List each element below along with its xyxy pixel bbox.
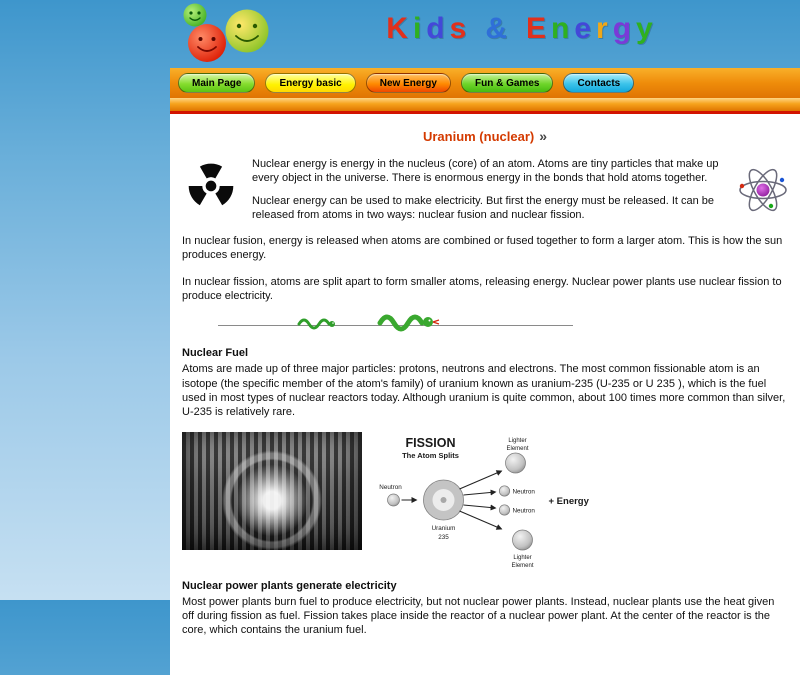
plants-heading: Nuclear power plants generate electricity bbox=[182, 579, 397, 592]
media-row bbox=[182, 432, 788, 570]
intro-section bbox=[182, 156, 788, 230]
title-letter-1: i bbox=[412, 12, 423, 45]
nav-new-energy-button[interactable]: New Energy bbox=[366, 73, 451, 93]
neutron-left-circle bbox=[388, 494, 400, 506]
split-arrow-top bbox=[460, 471, 502, 489]
lighter-top-circle bbox=[506, 453, 526, 473]
nav-main-page-button[interactable]: Main Page bbox=[178, 73, 255, 93]
radiation-icon bbox=[182, 156, 240, 214]
split-arrow-bottom bbox=[460, 511, 502, 529]
neutron-left-label: Neutron bbox=[379, 483, 402, 491]
neutron-mid2-label: Neutron bbox=[512, 507, 535, 515]
reactor-photo bbox=[182, 432, 362, 550]
fuel-heading: Nuclear Fuel bbox=[182, 347, 249, 360]
uranium-circle-dot bbox=[441, 497, 447, 503]
nav-orange-strip bbox=[170, 98, 800, 111]
title-letter-0: K bbox=[386, 12, 409, 45]
content-panel bbox=[170, 114, 800, 675]
lighter-bottom-label-1: Lighter bbox=[513, 554, 532, 561]
nav-energy-basic-button[interactable]: Energy basic bbox=[265, 73, 355, 93]
lighter-bottom-circle bbox=[513, 530, 533, 550]
page-container bbox=[170, 0, 800, 675]
radiation-symbol bbox=[182, 156, 240, 230]
next-page-arrow-icon[interactable]: » bbox=[539, 128, 548, 144]
snake-divider bbox=[182, 309, 788, 339]
fission-title: FISSION bbox=[405, 435, 456, 450]
neutron-mid1-label: Neutron bbox=[512, 488, 535, 496]
lighter-bottom-label-2: Element bbox=[511, 562, 534, 569]
fission-subtitle: The Atom Splits bbox=[402, 450, 459, 460]
intro-paragraph-1: Nuclear energy is energy in the nucleus (core) of an atom. Atoms are tiny particles that make up every object in the universe. There is enormous energy in the bonds that hold atoms together. bbox=[252, 158, 719, 185]
title-letter-10: y bbox=[636, 12, 654, 45]
plants-paragraph: Most power plants burn fuel to produce electricity, but not nuclear power plants. Instead, nuclear plants use the heat given off during fission as fuel. Fission takes place inside the reactor of a nuclear power plant. At the center of the reactor is the core, which contains the uranium fuel. bbox=[182, 595, 775, 637]
intro-text bbox=[252, 156, 726, 230]
lighter-top-label-1: Lighter bbox=[508, 437, 527, 444]
intro-paragraph-2: Nuclear energy can be used to make electricity. But first the energy must be released. It can be released from atoms in two ways: nuclear fusion and nuclear fission. bbox=[252, 194, 715, 221]
snake-icon bbox=[377, 311, 445, 333]
page-title bbox=[182, 128, 788, 144]
title-letter-4: & bbox=[485, 12, 508, 45]
page-title-text: Uranium (nuclear) bbox=[422, 129, 535, 144]
title-letter-2: d bbox=[426, 12, 446, 45]
title-letter-6: n bbox=[551, 12, 571, 45]
energy-label: + Energy bbox=[548, 495, 589, 507]
neutron-mid2-circle bbox=[499, 504, 509, 514]
atom-graphic bbox=[738, 156, 788, 230]
site-header bbox=[170, 0, 800, 68]
uranium-label-1: Uranium bbox=[431, 524, 456, 532]
title-letter-3: s bbox=[449, 12, 468, 45]
main-navigation bbox=[170, 68, 800, 98]
split-arrow-neutron2 bbox=[464, 505, 496, 508]
split-arrow-neutron1 bbox=[464, 492, 496, 495]
atom-icon bbox=[738, 162, 788, 218]
fuel-paragraph: Atoms are made up of three major particles: protons, neutrons and electrons. The most common fissionable atom is an isotope (the specific member of the atom's family) of uranium known as uranium-235 (U-235 or U 235 ), which is the fuel used in most types of nuclear reactors today. Although uranium is quite common, about 100 times more common than silver, U-235 is relatively rare. bbox=[182, 363, 786, 419]
uranium-label-2: 235 bbox=[438, 533, 449, 541]
lighter-top-label-2: Element bbox=[506, 445, 529, 452]
nav-fun-games-button[interactable]: Fun & Games bbox=[461, 73, 553, 93]
worm-icon bbox=[297, 316, 337, 332]
title-letter-5: E bbox=[525, 12, 547, 45]
fission-paragraph: In nuclear fission, atoms are split apart to form smaller atoms, releasing energy. Nuclear power plants use nuclear fission to produce electricity. bbox=[182, 275, 782, 303]
nav-contacts-button[interactable]: Contacts bbox=[563, 73, 634, 93]
fission-diagram bbox=[368, 432, 613, 570]
fusion-paragraph: In nuclear fusion, energy is released when atoms are combined or fused together to form a larger atom. This is how the sun produces energy. bbox=[182, 235, 783, 262]
title-letter-8: r bbox=[596, 12, 609, 45]
title-letter-7: e bbox=[574, 12, 593, 45]
neutron-mid1-circle bbox=[499, 485, 509, 495]
site-title bbox=[240, 12, 800, 46]
title-letter-9: g bbox=[612, 12, 633, 45]
